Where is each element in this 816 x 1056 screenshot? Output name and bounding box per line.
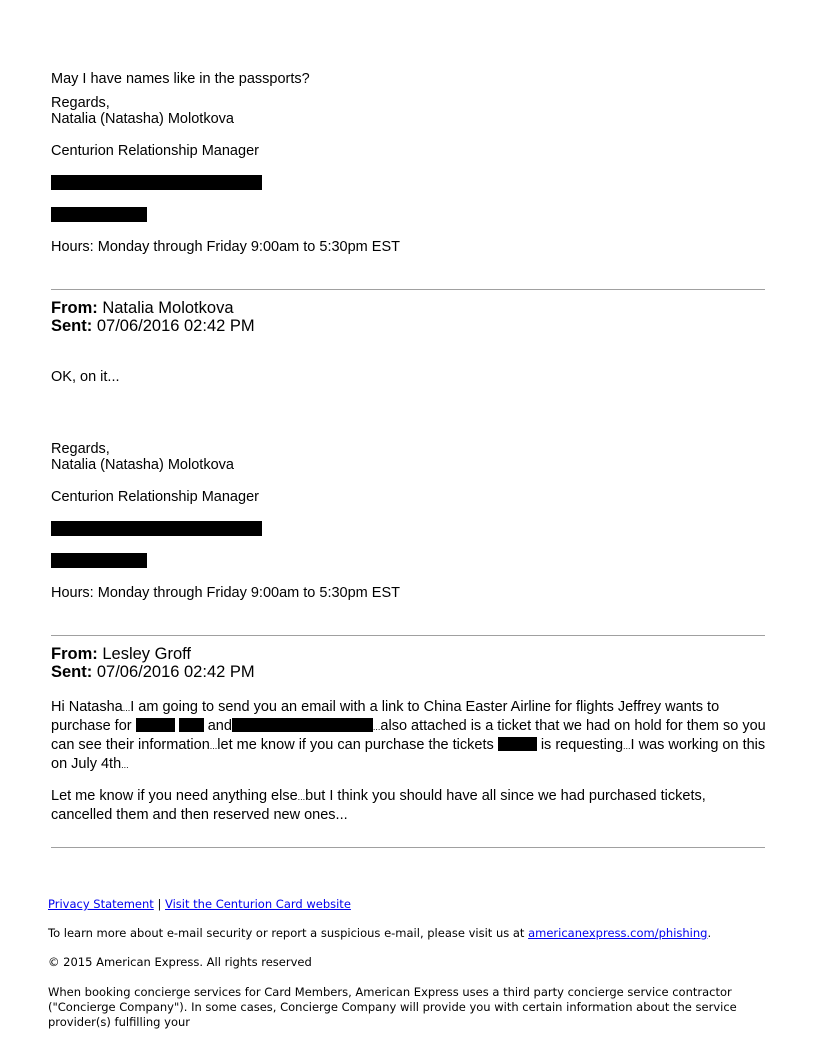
copyright: © 2015 American Express. All rights reserved [48,955,312,969]
footer-links [48,897,351,912]
message-divider [51,289,765,290]
message-divider [51,635,765,636]
from-value: Lesley Groff [102,645,191,663]
phishing-link[interactable]: americanexpress.com/phishing [528,926,708,940]
sent-line [51,663,255,681]
signature-role: Centurion Relationship Manager [51,489,259,505]
concierge-disclaimer: When booking concierge services for Card Members, American Express uses a third party concierge service contractor ("Concierge Company"). In some cases, Concierge Company will provide you with certain information about the service provider(s) fulfilling your [48,985,737,1029]
redaction-block [179,718,204,732]
signature-name: Natalia (Natasha) Molotkova [51,111,234,127]
sent-value: 07/06/2016 02:42 PM [96,317,255,335]
sent-label: Sent: [51,317,93,335]
from-value: Natalia Molotkova [102,299,234,317]
privacy-statement-link[interactable]: Privacy Statement [48,897,154,911]
message-body: Let me know if you need anything else...but I think you should have all since we had purchased tickets, cancelled them and then reserved new ones... [51,788,706,823]
security-notice: To learn more about e-mail security or report a suspicious e-mail, please visit us at americanexpress.com/phishing. [48,926,712,940]
message-divider [51,847,765,848]
signature-regards: Regards, [51,441,110,457]
from-line [51,645,191,663]
redaction-block [498,737,537,751]
sent-label: Sent: [51,663,93,681]
from-line [51,299,234,317]
sent-line [51,317,255,335]
redaction-block [51,175,262,190]
centurion-website-link[interactable]: Visit the Centurion Card website [165,897,351,911]
redaction-block [136,718,175,732]
message-body: Hi Natasha...I am going to send you an email with a link to China Easter Airline for flights Jeffrey wants to purchase for and ...also attached is a ticket that we had on hold for them so you can see their information...let me know if you can purchase the tickets is requesting...I was working on this on July 4th... [51,699,766,772]
signature-role: Centurion Relationship Manager [51,143,259,159]
redaction-block [232,718,373,732]
redaction-block [51,207,147,222]
signature-regards: Regards, [51,95,110,111]
redaction-block [51,521,262,536]
signature-hours: Hours: Monday through Friday 9:00am to 5:30pm EST [51,239,400,255]
signature-hours: Hours: Monday through Friday 9:00am to 5:30pm EST [51,585,400,601]
redaction-block [51,553,147,568]
message-text: OK, on it... [51,369,120,385]
from-label: From: [51,299,98,317]
sent-value: 07/06/2016 02:42 PM [96,663,255,681]
signature-name: Natalia (Natasha) Molotkova [51,457,234,473]
link-separator: | [157,897,162,911]
from-label: From: [51,645,98,663]
message-text: May I have names like in the passports? [51,71,310,87]
